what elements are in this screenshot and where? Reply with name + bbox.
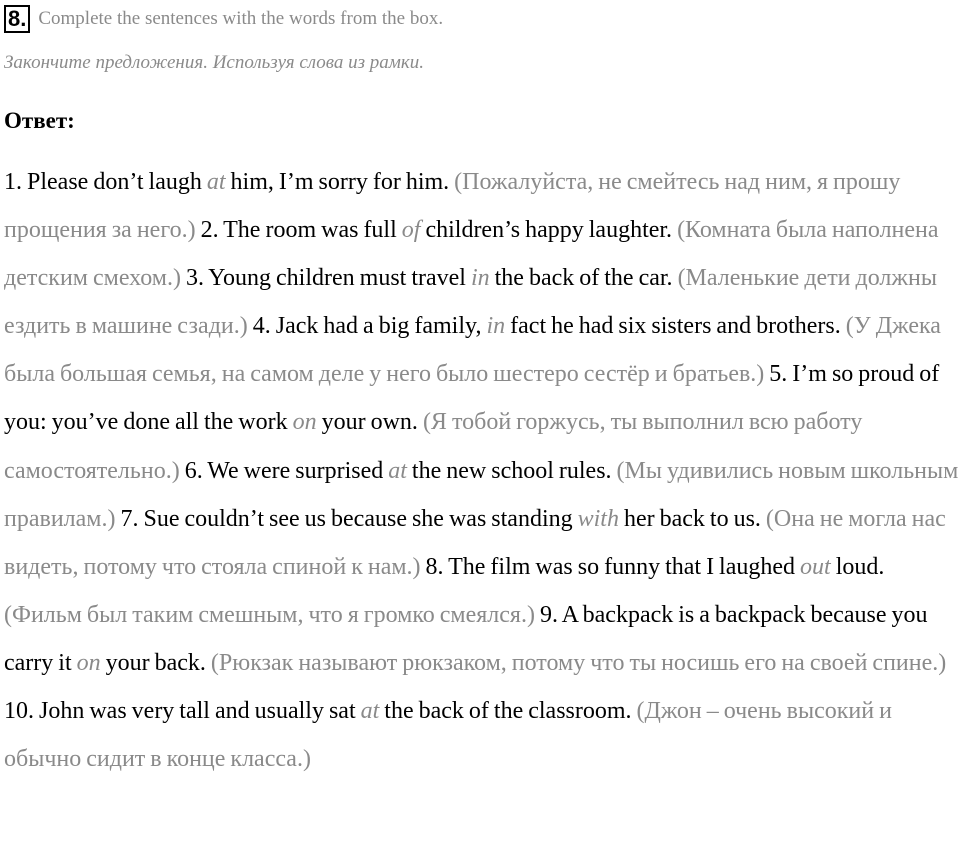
sentence-en: 6. We were surprised: [184, 457, 389, 484]
sentence-translation: (Она не могла нас видеть, потому что стояла спиной к нам.): [4, 505, 946, 580]
sentence-translation: (Фильм был таким смешным, что я громко смеялся.): [4, 601, 540, 628]
answer-word: in: [486, 313, 506, 340]
sentence-translation: (Рюкзак называют рюкзаком, потому что ты носишь его на своей спине.): [205, 649, 947, 676]
sentence-en: loud.: [830, 553, 885, 580]
sentence-en: the new school rules.: [406, 457, 612, 484]
answer-word: on: [76, 649, 101, 676]
sentence-en: 5. I’m so proud of you: you’ve done all the work: [4, 361, 940, 436]
task-instruction: Complete the sentences with the words from the box.: [38, 8, 444, 29]
answer-word: at: [388, 457, 407, 484]
sentence-en: your own.: [316, 409, 418, 436]
sentence-translation: (Пожалуйста, не смейтесь над ним, я прошу прощения за него.): [4, 169, 901, 244]
task-translation: Закончите предложения. Используя слова из рамки.: [4, 52, 425, 73]
answer-word: of: [401, 217, 421, 244]
sentence-en: 9. A backpack is a backpack because you carry it: [4, 601, 928, 676]
sentence-en: 1. Please don’t laugh: [4, 169, 207, 195]
task-number: 8.: [4, 5, 30, 33]
sentence-en: 4. Jack had a big family,: [252, 313, 487, 340]
sentence-translation: (Я тобой горжусь, ты выполнил всю работу самостоятельно.): [4, 409, 863, 484]
answer-word: at: [206, 169, 226, 195]
answer-word: with: [577, 505, 619, 532]
sentence-en: fact he had six sisters and brothers.: [505, 313, 841, 340]
sentence-translation: (Маленькие дети должны ездить в машине сзади.): [4, 265, 937, 340]
sentence-en: 7. Sue couldn’t see us because she was standing: [120, 505, 578, 532]
sentence-en: him, I’m sorry for him.: [225, 169, 450, 195]
sentence-translation: (У Джека была большая семья, на самом деле у него было шестеро сестёр и братьев.): [4, 313, 941, 388]
sentence-en: your back.: [100, 649, 206, 676]
sentence-en: 3. Young children must travel: [185, 265, 471, 292]
answer-word: out: [800, 553, 831, 580]
sentence-translation: (Мы удивились новым школьным правилам.): [4, 457, 959, 532]
answer-body: [4, 158, 960, 783]
sentence-en: children’s happy laughter.: [420, 217, 673, 244]
sentence-en: the back of the car.: [489, 265, 673, 292]
answer-word: in: [470, 265, 490, 292]
sentence-en: 8. The film was so funny that I laughed: [425, 553, 801, 580]
answer-heading: Ответ:: [4, 108, 75, 133]
sentence-translation: (Комната была наполнена детским смехом.): [4, 217, 939, 292]
answer-word: on: [292, 409, 317, 436]
sentence-en: her back to us.: [618, 505, 761, 532]
sentence-translation: (Джон – очень высокий и обычно сидит в конце класса.): [4, 698, 892, 773]
sentence-en: the back of the classroom.: [379, 698, 632, 725]
sentence-en: 2. The room was full: [200, 217, 402, 244]
task-header: [4, 4, 443, 34]
sentence-en: 10. John was very tall and usually sat: [4, 698, 361, 725]
answer-item: [4, 698, 892, 772]
answer-word: at: [360, 698, 380, 725]
